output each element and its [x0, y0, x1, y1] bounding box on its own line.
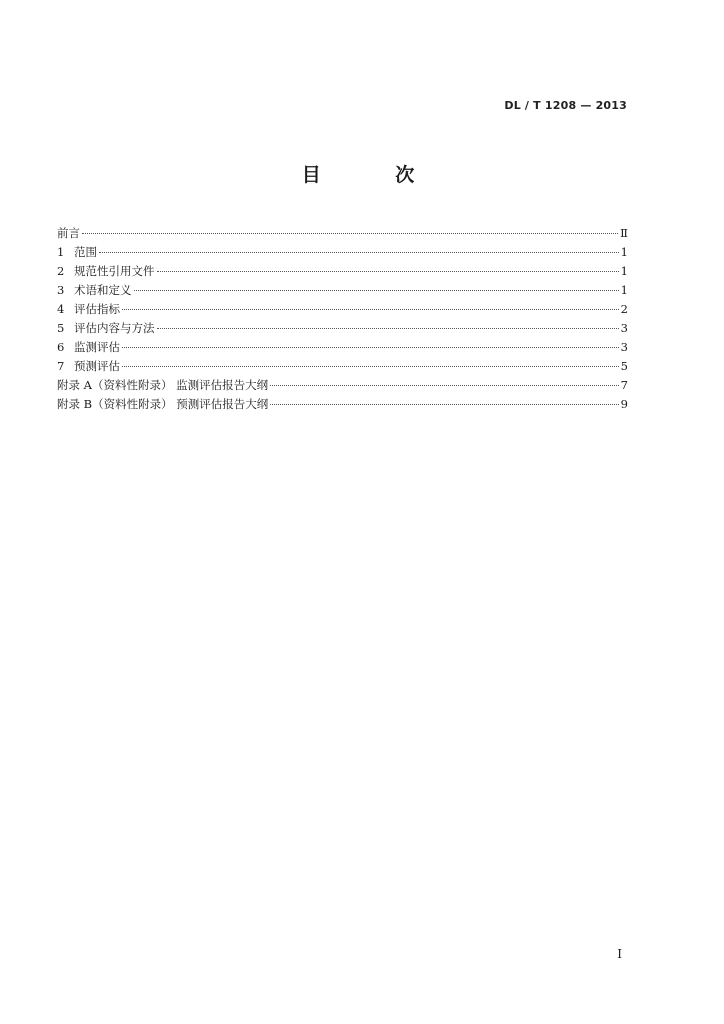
- toc-leader-dots: [122, 366, 619, 367]
- toc-leader-dots: [134, 290, 619, 291]
- toc-entry-label: [57, 319, 155, 338]
- toc-entry-page: Ⅱ: [620, 226, 628, 240]
- toc-entry-page: 3: [620, 340, 628, 354]
- page-title: 目 次: [301, 164, 449, 186]
- document-code: DL / T 1208 — 2013: [504, 99, 627, 112]
- toc-entry-label: [57, 224, 80, 243]
- toc-leader-dots: [99, 252, 619, 253]
- page-number: I: [617, 947, 622, 961]
- toc-entry-number: 4: [57, 302, 65, 316]
- toc-entry-normative-references[interactable]: [57, 262, 628, 281]
- toc-entry-appendix-a[interactable]: [57, 376, 628, 395]
- toc-entry-page: 7: [620, 378, 628, 392]
- toc-entry-number: 5: [57, 321, 65, 335]
- toc-entry-text: 附录 A（资料性附录） 监测评估报告大纲: [57, 378, 269, 392]
- table-of-contents: [57, 224, 628, 414]
- toc-entry-label: [57, 300, 120, 319]
- toc-entry-label: [57, 262, 155, 281]
- toc-entry-content-methods[interactable]: [57, 319, 628, 338]
- toc-entry-monitoring-evaluation[interactable]: [57, 338, 628, 357]
- toc-entry-text: 术语和定义: [74, 283, 132, 297]
- toc-entry-page: 1: [620, 264, 628, 278]
- toc-entry-label: [57, 376, 268, 395]
- toc-leader-dots: [82, 233, 618, 234]
- toc-leader-dots: [270, 385, 619, 386]
- toc-entry-text: 预测评估: [74, 359, 120, 373]
- toc-entry-page: 1: [620, 283, 628, 297]
- toc-entry-number: 1: [57, 245, 65, 259]
- toc-entry-number: 7: [57, 359, 65, 373]
- toc-entry-terms-definitions[interactable]: [57, 281, 628, 300]
- toc-entry-number: 2: [57, 264, 65, 278]
- toc-leader-dots: [122, 309, 619, 310]
- toc-entry-text: 监测评估: [74, 340, 120, 354]
- toc-leader-dots: [157, 328, 619, 329]
- toc-entry-text: 前言: [57, 226, 80, 240]
- toc-entry-text: 评估指标: [74, 302, 120, 316]
- toc-entry-number: 3: [57, 283, 65, 297]
- toc-entry-appendix-b[interactable]: [57, 395, 628, 414]
- toc-leader-dots: [157, 271, 619, 272]
- toc-entry-text: 范围: [74, 245, 97, 259]
- toc-entry-label: [57, 338, 120, 357]
- toc-entry-number: 6: [57, 340, 65, 354]
- toc-entry-page: 2: [620, 302, 628, 316]
- toc-entry-label: [57, 357, 120, 376]
- toc-entry-scope[interactable]: [57, 243, 628, 262]
- toc-entry-page: 1: [620, 245, 628, 259]
- toc-leader-dots: [122, 347, 619, 348]
- toc-entry-text: 附录 B（资料性附录） 预测评估报告大纲: [57, 397, 269, 411]
- toc-entry-forecast-evaluation[interactable]: [57, 357, 628, 376]
- toc-entry-text: 规范性引用文件: [74, 264, 155, 278]
- toc-entry-foreword[interactable]: [57, 224, 628, 243]
- toc-entry-page: 5: [620, 359, 628, 373]
- toc-entry-label: [57, 395, 268, 414]
- toc-entry-page: 9: [620, 397, 628, 411]
- toc-entry-text: 评估内容与方法: [74, 321, 155, 335]
- toc-entry-label: [57, 243, 97, 262]
- toc-entry-evaluation-indicators[interactable]: [57, 300, 628, 319]
- toc-leader-dots: [270, 404, 618, 405]
- toc-entry-page: 3: [620, 321, 628, 335]
- toc-entry-label: [57, 281, 132, 300]
